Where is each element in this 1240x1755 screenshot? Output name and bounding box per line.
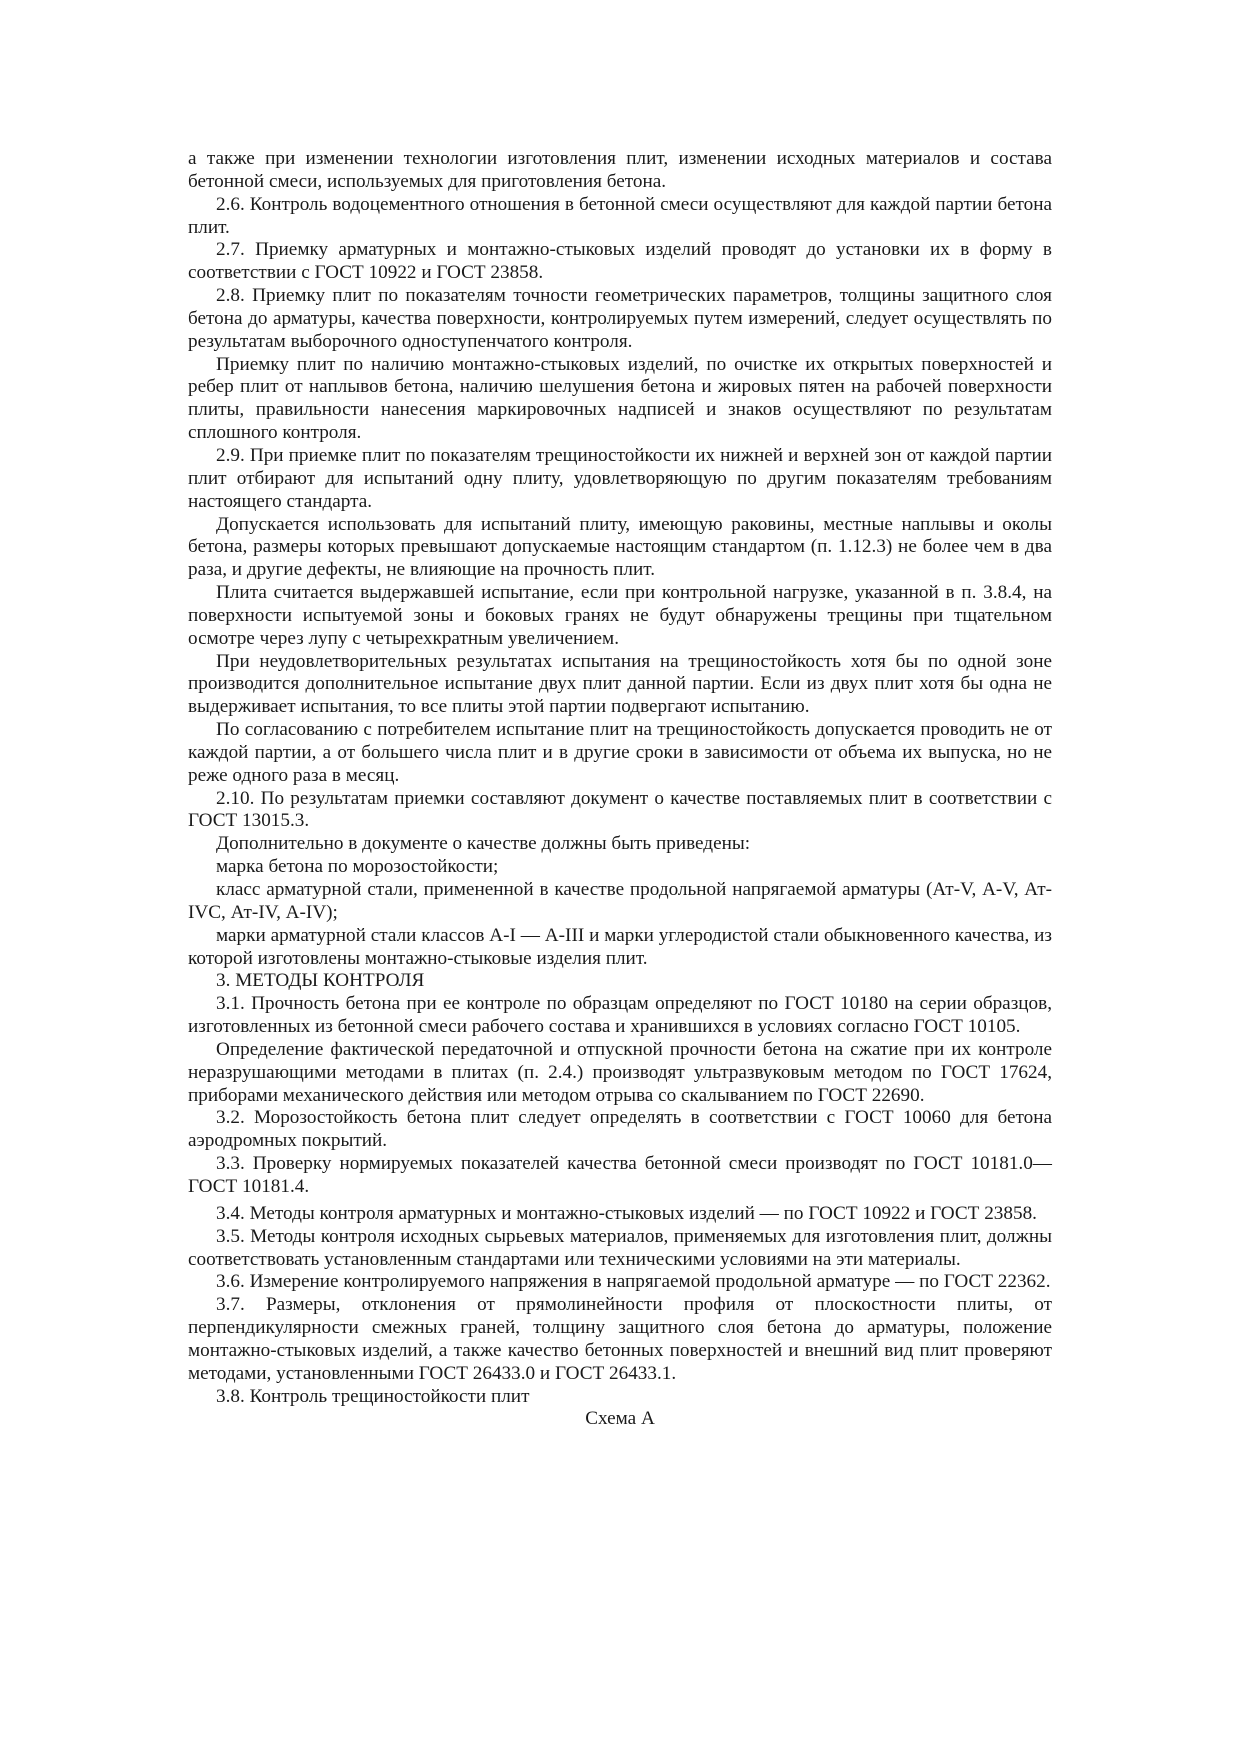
paragraph-3-1-strength: Определение фактической передаточной и отпускной прочности бетона на сжатие при их контроле неразрушающими методами в плитах (п. 2.4.) производят ультразвуковым методом по ГОСТ 17624, приборами механического действия или методом отрыва со скалыванием по ГОСТ 22690. (188, 1038, 1052, 1106)
paragraph-2-10-additional: Дополнительно в документе о качестве должны быть приведены: (216, 833, 751, 855)
paragraph-continuation: а также при изменении технологии изготовления плит, изменении исходных материалов и состава бетонной смеси, используемых для приготовления бетона. (188, 148, 1052, 192)
paragraph-2-8: 2.8. Приемку плит по показателям точности геометрических параметров, толщины защитного слоя бетона до арматуры, качества поверхности, контролируемых путем измерений, следует осуществлять по результатам выборочного одноступенчатого контроля. (188, 285, 1052, 352)
paragraph-3-4: 3.4. Методы контроля арматурных и монтажно-стыковых изделий — по ГОСТ 10922 и ГОСТ 23858. (216, 1202, 1037, 1224)
document-body (188, 148, 1052, 1431)
section-heading-control-methods: 3. МЕТОДЫ КОНТРОЛЯ (216, 970, 425, 992)
figure-caption: Схема А (585, 1408, 655, 1430)
paragraph-2-9: 2.9. При приемке плит по показателям трещиностойкости их нижней и верхней зон от каждой партии плит отбирают для испытаний одну плиту, удовлетворяющую по другим показателям требованиям настоящего стандарта. (188, 444, 1052, 512)
paragraph-3-7: 3.7. Размеры, отклонения от прямолинейности профиля от плоскостности плиты, от перпендикулярности смежных граней, толщину защитного слоя бетона до арматуры, положение монтажно-стыковых изделий, а также качество бетонных поверхностей и внешний вид плит проверяют методами, установленными ГОСТ 26433.0 и ГОСТ 26433.1. (188, 1294, 1052, 1384)
list-item-steel-class: класс арматурной стали, примененной в качестве продольной напрягаемой арматуры (Ат-V, А-V, Ат-IVC, Ат-IV, А-IV); (188, 879, 1052, 923)
paragraph-2-9-retest: При неудовлетворительных результатах испытания на трещиностойкость хотя бы по одной зоне производится дополнительное испытание двух плит данной партии. Если из двух плит хотя бы одна не выдерживает испытания, то все плиты этой партии подвергают испытанию. (188, 650, 1052, 718)
list-item-steel-grades: марки арматурной стали классов А-I — А-III и марки углеродистой стали обыкновенного качества, из которой изготовлены монтажно-стыковые изделия плит. (188, 924, 1052, 969)
paragraph-3-1: 3.1. Прочность бетона при ее контроле по образцам определяют по ГОСТ 10180 на серии образцов, изготовленных из бетонной смеси рабочего состава и хранившихся в условиях согласно ГОСТ 10105. (188, 993, 1052, 1038)
paragraph-2-6: 2.6. Контроль водоцементного отношения в бетонной смеси осуществляют для каждой партии бетона плит. (188, 193, 1052, 238)
paragraph-2-7: 2.7. Приемку арматурных и монтажно-стыковых изделий проводят до установки их в форму в соответствии с ГОСТ 10922 и ГОСТ 23858. (188, 239, 1052, 284)
paragraph-3-5: 3.5. Методы контроля исходных сырьевых материалов, применяемых для изготовления плит, должны соответствовать установленным стандартами или техническими условиями на эти материалы. (188, 1225, 1052, 1270)
paragraph-2-10: 2.10. По результатам приемки составляют документ о качестве поставляемых плит в соответствии с ГОСТ 13015.3. (188, 787, 1052, 832)
paragraph-3-8: 3.8. Контроль трещиностойкости плит (216, 1385, 530, 1407)
paragraph-2-9-test-passed: Плита считается выдержавшей испытание, если при контрольной нагрузке, указанной в п. 3.8.4, на поверхности испытуемой зоны и боковых гранях не будут обнаружены трещины при тщательном осмотре через лупу с четырехкратным увеличением. (188, 582, 1052, 649)
list-item-frost-resistance: марка бетона по морозостойкости; (216, 856, 499, 878)
paragraph-2-9-defects: Допускается использовать для испытаний плиту, имеющую раковины, местные наплывы и околы бетона, размеры которых превышают допускаемые настоящим стандартом (п. 1.12.3) не более чем в два раза, и другие дефекты, не влияющие на прочность плит. (188, 513, 1052, 581)
paragraph-3-6: 3.6. Измерение контролируемого напряжения в напрягаемой продольной арматуре — по ГОСТ 22362. (216, 1271, 1051, 1293)
paragraph-3-3: 3.3. Проверку нормируемых показателей качества бетонной смеси производят по ГОСТ 10181.0—ГОСТ 10181.4. (188, 1153, 1052, 1197)
paragraph-2-8-continuous-control: Приемку плит по наличию монтажно-стыковых изделий, по очистке их открытых поверхностей и ребер плит от наплывов бетона, наличию шелушения бетона и жировых пятен на рабочей поверхности плиты, правильности нанесения маркировочных надписей и знаков осуществляют по результатам сплошного контроля. (188, 353, 1052, 444)
paragraph-2-9-agreement: По согласованию с потребителем испытание плит на трещиностойкость допускается проводить не от каждой партии, а от большего числа плит и в другие сроки в зависимости от объема их выпуска, но не реже одного раза в месяц. (188, 719, 1052, 786)
paragraph-3-2: 3.2. Морозостойкость бетона плит следует определять в соответствии с ГОСТ 10060 для бетона аэродромных покрытий. (188, 1107, 1052, 1152)
